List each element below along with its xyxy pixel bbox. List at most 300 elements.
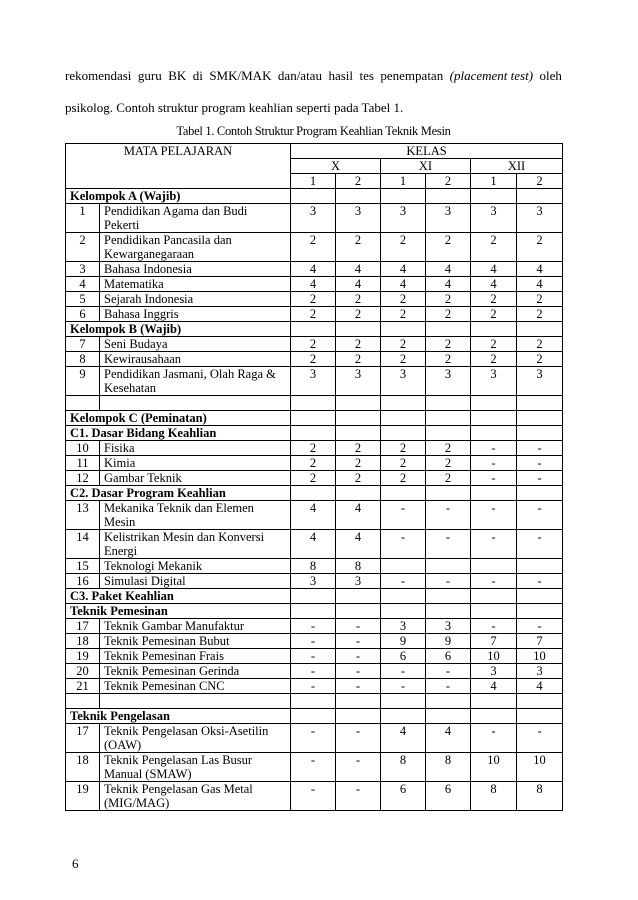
hours-cell: 3 bbox=[471, 204, 517, 233]
subject-name-line: Pendidikan Jasmani, Olah Raga & bbox=[104, 367, 276, 381]
hours-cell: 3 bbox=[381, 619, 426, 634]
row-number: 2 bbox=[66, 233, 100, 262]
hours-cell: - bbox=[291, 724, 336, 753]
subject-name-line: Kelistrikan Mesin dan Konversi bbox=[104, 530, 265, 544]
subject-name-line: Pekerti bbox=[104, 218, 140, 232]
hours-cell: 3 bbox=[517, 204, 563, 233]
subject-name-line: Gambar Teknik bbox=[104, 471, 182, 485]
hours-cell: 4 bbox=[426, 262, 471, 277]
subject-name-line: Sejarah Indonesia bbox=[104, 292, 194, 306]
empty-cell bbox=[426, 604, 471, 619]
subject-name bbox=[100, 501, 291, 530]
table-body bbox=[66, 189, 563, 811]
hours-cell: 2 bbox=[426, 456, 471, 471]
subject-name-line: Bahasa Inggris bbox=[104, 307, 179, 321]
row-number: 16 bbox=[66, 574, 100, 589]
hours-cell: 2 bbox=[426, 352, 471, 367]
subject-name-line: (MIG/MAG) bbox=[104, 796, 170, 810]
empty-cell bbox=[66, 694, 100, 709]
row-number: 18 bbox=[66, 753, 100, 782]
table-row bbox=[66, 724, 563, 753]
hours-cell: 4 bbox=[471, 679, 517, 694]
hours-cell bbox=[471, 559, 517, 574]
header-semester: 2 bbox=[426, 174, 471, 189]
hours-cell: 2 bbox=[471, 292, 517, 307]
hours-cell: 3 bbox=[291, 204, 336, 233]
subject-name bbox=[100, 307, 291, 322]
header-semester: 1 bbox=[381, 174, 426, 189]
hours-cell: 3 bbox=[517, 664, 563, 679]
table-row bbox=[66, 679, 563, 694]
empty-cell bbox=[336, 411, 381, 426]
header-kelas: KELAS bbox=[291, 144, 563, 159]
table-caption: Tabel 1. Contoh Struktur Program Keahlian Teknik Mesin bbox=[176, 124, 451, 138]
table-row bbox=[66, 367, 563, 396]
table-row bbox=[66, 574, 563, 589]
empty-cell bbox=[426, 486, 471, 501]
intro-word: dan/atau bbox=[277, 68, 322, 83]
subject-name bbox=[100, 204, 291, 233]
hours-cell: - bbox=[381, 530, 426, 559]
hours-cell: 8 bbox=[381, 753, 426, 782]
hours-cell: 4 bbox=[336, 262, 381, 277]
hours-cell: - bbox=[517, 501, 563, 530]
subject-name-line: Teknik Pengelasan Gas Metal bbox=[104, 782, 253, 796]
hours-cell: 3 bbox=[471, 367, 517, 396]
hours-cell: 2 bbox=[336, 352, 381, 367]
table-row bbox=[66, 441, 563, 456]
hours-cell: 2 bbox=[381, 456, 426, 471]
table-row bbox=[66, 456, 563, 471]
subject-name bbox=[100, 233, 291, 262]
hours-cell: 4 bbox=[291, 530, 336, 559]
hours-cell: - bbox=[381, 574, 426, 589]
hours-cell: - bbox=[471, 441, 517, 456]
hours-cell: 2 bbox=[381, 337, 426, 352]
header-semester: 1 bbox=[291, 174, 336, 189]
hours-cell: - bbox=[291, 753, 336, 782]
hours-cell: 2 bbox=[336, 307, 381, 322]
curriculum-table bbox=[65, 143, 563, 811]
hours-cell: 2 bbox=[336, 233, 381, 262]
hours-cell: 2 bbox=[336, 441, 381, 456]
empty-cell bbox=[471, 426, 517, 441]
intro-word: BK bbox=[168, 68, 187, 83]
hours-cell: 2 bbox=[426, 337, 471, 352]
empty-cell bbox=[471, 396, 517, 411]
empty-cell bbox=[100, 396, 291, 411]
row-number: 19 bbox=[66, 649, 100, 664]
subject-name bbox=[100, 367, 291, 396]
row-number: 9 bbox=[66, 367, 100, 396]
page-number: 6 bbox=[72, 856, 79, 871]
section-row bbox=[66, 411, 563, 426]
empty-cell bbox=[381, 486, 426, 501]
empty-cell bbox=[426, 322, 471, 337]
hours-cell bbox=[426, 559, 471, 574]
hours-cell: 8 bbox=[517, 782, 563, 811]
hours-cell: 4 bbox=[517, 262, 563, 277]
empty-cell bbox=[336, 189, 381, 204]
empty-cell bbox=[381, 396, 426, 411]
hours-cell: - bbox=[291, 679, 336, 694]
hours-cell: 9 bbox=[381, 634, 426, 649]
subject-name-line: Kewarganegaraan bbox=[104, 247, 194, 261]
row-number: 20 bbox=[66, 664, 100, 679]
hours-cell: 4 bbox=[291, 262, 336, 277]
row-number: 6 bbox=[66, 307, 100, 322]
empty-cell bbox=[336, 426, 381, 441]
subject-name bbox=[100, 679, 291, 694]
empty-cell bbox=[336, 604, 381, 619]
hours-cell: - bbox=[471, 501, 517, 530]
subject-name bbox=[100, 471, 291, 486]
table-row bbox=[66, 619, 563, 634]
hours-cell: 3 bbox=[381, 204, 426, 233]
hours-cell: 7 bbox=[471, 634, 517, 649]
empty-cell bbox=[291, 694, 336, 709]
subject-name bbox=[100, 724, 291, 753]
hours-cell: - bbox=[471, 530, 517, 559]
row-number: 1 bbox=[66, 204, 100, 233]
empty-cell bbox=[517, 486, 563, 501]
table-row bbox=[66, 753, 563, 782]
hours-cell: - bbox=[336, 649, 381, 664]
subject-name-line: Teknik Pemesinan Frais bbox=[104, 649, 224, 663]
empty-cell bbox=[517, 411, 563, 426]
hours-cell: - bbox=[336, 679, 381, 694]
table-row bbox=[66, 501, 563, 530]
hours-cell: 4 bbox=[336, 501, 381, 530]
hours-cell: 3 bbox=[426, 367, 471, 396]
hours-cell bbox=[381, 559, 426, 574]
hours-cell: - bbox=[336, 619, 381, 634]
header-grade: X bbox=[291, 159, 381, 174]
hours-cell: 4 bbox=[517, 679, 563, 694]
empty-cell bbox=[471, 411, 517, 426]
table-row bbox=[66, 337, 563, 352]
hours-cell: - bbox=[336, 753, 381, 782]
section-label: C3. Paket Keahlian bbox=[66, 589, 291, 604]
hours-cell: 4 bbox=[426, 277, 471, 292]
subject-name-line: Mesin bbox=[104, 515, 136, 529]
empty-cell bbox=[426, 396, 471, 411]
hours-cell: 4 bbox=[471, 262, 517, 277]
hours-cell: 2 bbox=[517, 352, 563, 367]
header-semester: 2 bbox=[336, 174, 381, 189]
intro-line-2: psikolog. Contoh struktur program keahlian seperti pada Tabel 1. bbox=[65, 100, 404, 115]
hours-cell: - bbox=[517, 441, 563, 456]
section-row bbox=[66, 486, 563, 501]
empty-cell bbox=[517, 426, 563, 441]
empty-cell bbox=[381, 694, 426, 709]
hours-cell: 4 bbox=[381, 277, 426, 292]
table-row bbox=[66, 277, 563, 292]
row-number: 5 bbox=[66, 292, 100, 307]
table-row bbox=[66, 352, 563, 367]
subject-name-line: (OAW) bbox=[104, 738, 142, 752]
hours-cell: 2 bbox=[291, 471, 336, 486]
subject-name-line: Seni Budaya bbox=[104, 337, 168, 351]
hours-cell: 2 bbox=[426, 471, 471, 486]
hours-cell: 2 bbox=[517, 233, 563, 262]
table-row bbox=[66, 292, 563, 307]
hours-cell: 2 bbox=[471, 307, 517, 322]
hours-cell: 2 bbox=[381, 471, 426, 486]
row-number: 17 bbox=[66, 619, 100, 634]
table-row bbox=[66, 471, 563, 486]
hours-cell: 2 bbox=[471, 233, 517, 262]
empty-cell bbox=[381, 426, 426, 441]
empty-cell bbox=[517, 322, 563, 337]
subject-name-line: Teknik Pengelasan Las Busur bbox=[104, 753, 253, 767]
subject-name bbox=[100, 456, 291, 471]
hours-cell: 3 bbox=[517, 367, 563, 396]
hours-cell: 4 bbox=[336, 530, 381, 559]
subject-name-line: Teknik Pemesinan Gerinda bbox=[104, 664, 240, 678]
empty-cell bbox=[517, 604, 563, 619]
empty-cell bbox=[291, 486, 336, 501]
intro-word: rekomendasi bbox=[65, 68, 132, 83]
empty-cell bbox=[291, 411, 336, 426]
subject-name bbox=[100, 292, 291, 307]
hours-cell: 2 bbox=[426, 307, 471, 322]
section-label: Teknik Pemesinan bbox=[66, 604, 291, 619]
subject-name-line: Teknologi Mekanik bbox=[104, 559, 203, 573]
hours-cell: 9 bbox=[426, 634, 471, 649]
hours-cell: 2 bbox=[426, 292, 471, 307]
hours-cell: - bbox=[426, 679, 471, 694]
hours-cell: 4 bbox=[381, 262, 426, 277]
hours-cell: 6 bbox=[426, 782, 471, 811]
subject-name-line: Mekanika Teknik dan Elemen bbox=[104, 501, 254, 515]
hours-cell: 3 bbox=[426, 204, 471, 233]
subject-name bbox=[100, 441, 291, 456]
hours-cell: 2 bbox=[291, 352, 336, 367]
hours-cell: 3 bbox=[336, 574, 381, 589]
hours-cell: - bbox=[291, 634, 336, 649]
hours-cell: - bbox=[471, 619, 517, 634]
hours-cell: - bbox=[291, 782, 336, 811]
empty-cell bbox=[426, 694, 471, 709]
subject-name bbox=[100, 262, 291, 277]
header-semester: 2 bbox=[517, 174, 563, 189]
empty-cell bbox=[291, 709, 336, 724]
table-row bbox=[66, 262, 563, 277]
subject-name-line: Teknik Pemesinan CNC bbox=[104, 679, 225, 693]
table-row bbox=[66, 204, 563, 233]
hours-cell: 3 bbox=[291, 367, 336, 396]
hours-cell: - bbox=[471, 574, 517, 589]
hours-cell: 8 bbox=[426, 753, 471, 782]
subject-name bbox=[100, 753, 291, 782]
hours-cell: 2 bbox=[381, 292, 426, 307]
intro-word: di bbox=[192, 68, 203, 83]
empty-cell bbox=[381, 709, 426, 724]
subject-name-line: Fisika bbox=[104, 441, 135, 455]
hours-cell: 2 bbox=[426, 233, 471, 262]
row-number: 18 bbox=[66, 634, 100, 649]
empty-cell bbox=[426, 189, 471, 204]
table-row bbox=[66, 307, 563, 322]
row-number: 14 bbox=[66, 530, 100, 559]
header-semester: 1 bbox=[471, 174, 517, 189]
hours-cell: 6 bbox=[381, 649, 426, 664]
empty-cell bbox=[291, 322, 336, 337]
subject-name-line: Matematika bbox=[104, 277, 164, 291]
empty-cell bbox=[471, 486, 517, 501]
empty-cell bbox=[381, 322, 426, 337]
empty-cell bbox=[471, 189, 517, 204]
subject-name-line: Manual (SMAW) bbox=[104, 767, 192, 781]
hours-cell: 3 bbox=[426, 619, 471, 634]
section-label: Kelompok A (Wajib) bbox=[66, 189, 291, 204]
hours-cell: - bbox=[426, 501, 471, 530]
hours-cell: 2 bbox=[336, 337, 381, 352]
empty-cell bbox=[517, 709, 563, 724]
hours-cell: - bbox=[517, 530, 563, 559]
empty-cell bbox=[291, 589, 336, 604]
hours-cell: 8 bbox=[291, 559, 336, 574]
empty-cell bbox=[291, 189, 336, 204]
hours-cell: 3 bbox=[336, 204, 381, 233]
section-row bbox=[66, 709, 563, 724]
hours-cell: 2 bbox=[517, 337, 563, 352]
intro-word: hasil bbox=[328, 68, 353, 83]
intro-word: (placement test) bbox=[449, 68, 534, 83]
empty-cell bbox=[471, 322, 517, 337]
empty-cell bbox=[471, 694, 517, 709]
hours-cell: - bbox=[291, 649, 336, 664]
hours-cell: - bbox=[517, 619, 563, 634]
empty-cell bbox=[517, 189, 563, 204]
hours-cell: 10 bbox=[517, 649, 563, 664]
intro-word: guru bbox=[137, 68, 162, 83]
row-number: 17 bbox=[66, 724, 100, 753]
intro-line-1 bbox=[65, 68, 562, 84]
hours-cell: - bbox=[291, 619, 336, 634]
empty-cell bbox=[336, 709, 381, 724]
subject-name-line: Kewirausahaan bbox=[104, 352, 182, 366]
hours-cell: 10 bbox=[517, 753, 563, 782]
row-number: 7 bbox=[66, 337, 100, 352]
hours-cell: - bbox=[381, 664, 426, 679]
section-label: Kelompok B (Wajib) bbox=[66, 322, 291, 337]
hours-cell bbox=[517, 559, 563, 574]
subject-name bbox=[100, 649, 291, 664]
subject-name bbox=[100, 530, 291, 559]
blank-row bbox=[66, 396, 563, 411]
blank-row bbox=[66, 694, 563, 709]
hours-cell: 4 bbox=[291, 501, 336, 530]
empty-cell bbox=[291, 426, 336, 441]
hours-cell: 2 bbox=[336, 456, 381, 471]
hours-cell: - bbox=[471, 471, 517, 486]
subject-name-line: Kesehatan bbox=[104, 381, 157, 395]
empty-cell bbox=[336, 322, 381, 337]
section-label: C1. Dasar Bidang Keahlian bbox=[66, 426, 291, 441]
subject-name-line: Pendidikan Pancasila dan bbox=[104, 233, 232, 247]
empty-cell bbox=[471, 709, 517, 724]
empty-cell bbox=[426, 411, 471, 426]
hours-cell: 2 bbox=[471, 352, 517, 367]
section-row bbox=[66, 322, 563, 337]
hours-cell: - bbox=[517, 574, 563, 589]
table-row bbox=[66, 559, 563, 574]
empty-cell bbox=[336, 396, 381, 411]
hours-cell: 2 bbox=[291, 307, 336, 322]
subject-name bbox=[100, 277, 291, 292]
hours-cell: 6 bbox=[426, 649, 471, 664]
hours-cell: - bbox=[426, 574, 471, 589]
subject-name bbox=[100, 634, 291, 649]
row-number: 21 bbox=[66, 679, 100, 694]
header-grade: XII bbox=[471, 159, 563, 174]
header-grade: XI bbox=[381, 159, 471, 174]
hours-cell: 2 bbox=[291, 292, 336, 307]
empty-cell bbox=[426, 426, 471, 441]
subject-name bbox=[100, 352, 291, 367]
section-label: C2. Dasar Program Keahlian bbox=[66, 486, 291, 501]
section-label: Teknik Pengelasan bbox=[66, 709, 291, 724]
empty-cell bbox=[471, 589, 517, 604]
header-subject: MATA PELAJARAN bbox=[66, 144, 291, 189]
empty-cell bbox=[381, 589, 426, 604]
table-row bbox=[66, 530, 563, 559]
hours-cell: 2 bbox=[291, 441, 336, 456]
hours-cell: - bbox=[336, 724, 381, 753]
hours-cell: 4 bbox=[426, 724, 471, 753]
section-row bbox=[66, 426, 563, 441]
hours-cell: 3 bbox=[471, 664, 517, 679]
hours-cell: 10 bbox=[471, 753, 517, 782]
empty-cell bbox=[381, 189, 426, 204]
hours-cell: 2 bbox=[336, 471, 381, 486]
hours-cell: 3 bbox=[381, 367, 426, 396]
hours-cell: 2 bbox=[517, 307, 563, 322]
empty-cell bbox=[100, 694, 291, 709]
empty-cell bbox=[336, 486, 381, 501]
hours-cell: 2 bbox=[336, 292, 381, 307]
subject-name-line: Bahasa Indonesia bbox=[104, 262, 192, 276]
hours-cell: 4 bbox=[517, 277, 563, 292]
subject-name bbox=[100, 782, 291, 811]
section-label: Kelompok C (Peminatan) bbox=[66, 411, 291, 426]
subject-name-line: Kimia bbox=[104, 456, 136, 470]
hours-cell: 2 bbox=[471, 337, 517, 352]
hours-cell: 2 bbox=[291, 337, 336, 352]
hours-cell: 4 bbox=[471, 277, 517, 292]
hours-cell: - bbox=[381, 679, 426, 694]
subject-name bbox=[100, 574, 291, 589]
hours-cell: 2 bbox=[426, 441, 471, 456]
hours-cell: - bbox=[336, 782, 381, 811]
hours-cell: - bbox=[517, 456, 563, 471]
empty-cell bbox=[66, 396, 100, 411]
row-number: 4 bbox=[66, 277, 100, 292]
hours-cell: 7 bbox=[517, 634, 563, 649]
hours-cell: 2 bbox=[291, 456, 336, 471]
intro-word: penempatan bbox=[380, 68, 444, 83]
hours-cell: 8 bbox=[336, 559, 381, 574]
empty-cell bbox=[426, 709, 471, 724]
subject-name bbox=[100, 664, 291, 679]
hours-cell: 3 bbox=[336, 367, 381, 396]
row-number: 15 bbox=[66, 559, 100, 574]
subject-name bbox=[100, 559, 291, 574]
subject-name-line: Teknik Pemesinan Bubut bbox=[104, 634, 230, 648]
hours-cell: - bbox=[336, 664, 381, 679]
